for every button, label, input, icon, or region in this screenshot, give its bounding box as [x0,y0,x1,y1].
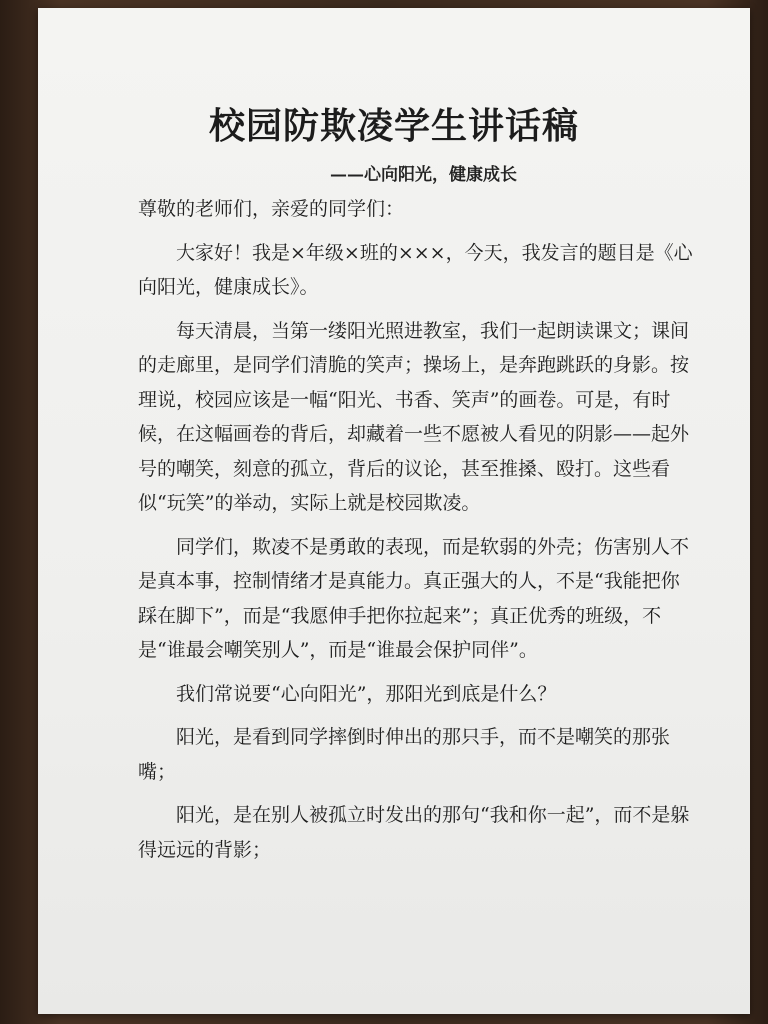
paragraph: 我们常说要“心向阳光”，那阳光到底是什么？ [176,682,557,705]
paragraph: 每天清晨，当第一缕阳光照进教室，我们一起朗读课文；课间的走廊里，是同学们清脆的笑声；操场上，是奔跑跳跃的身影。按理说，校园应该是一幅“阳光、书香、笑声”的画卷。可是，有时候，在这幅画卷的背后，却藏着一些不愿被人看见的阴影——起外号的嘲笑，刻意的孤立，背后的议论，甚至推搡、殴打。这些看似“玩笑”的举动，实际上就是校园欺凌。 [138,319,690,514]
paper-sheet [38,8,750,1014]
paragraph: 阳光，是看到同学摔倒时伸出的那只手，而不是嘲笑的那张嘴； [138,726,671,783]
document-title: 校园防欺凌学生讲话稿 [208,105,579,147]
paragraph: 阳光，是在别人被孤立时发出的那句“我和你一起”，而不是躲得远远的背影； [138,804,690,861]
paragraph: 大家好！我是×年级×班的×××，今天，我发言的题目是《心向阳光，健康成长》。 [138,241,693,298]
document-subtitle: ——心向阳光，健康成长 [330,165,517,185]
document-body [138,192,698,876]
salutation: 尊敬的老师们，亲爱的同学们： [138,198,405,220]
paragraph: 同学们，欺凌不是勇敢的表现，而是软弱的外壳；伤害别人不是真本事，控制情绪才是真能力。真正强大的人，不是“我能把你踩在脚下”，而是“我愿伸手把你拉起来”；真正优秀的班级，不是“谁最会嘲笑别人”，而是“谁最会保护同伴”。 [138,535,690,661]
